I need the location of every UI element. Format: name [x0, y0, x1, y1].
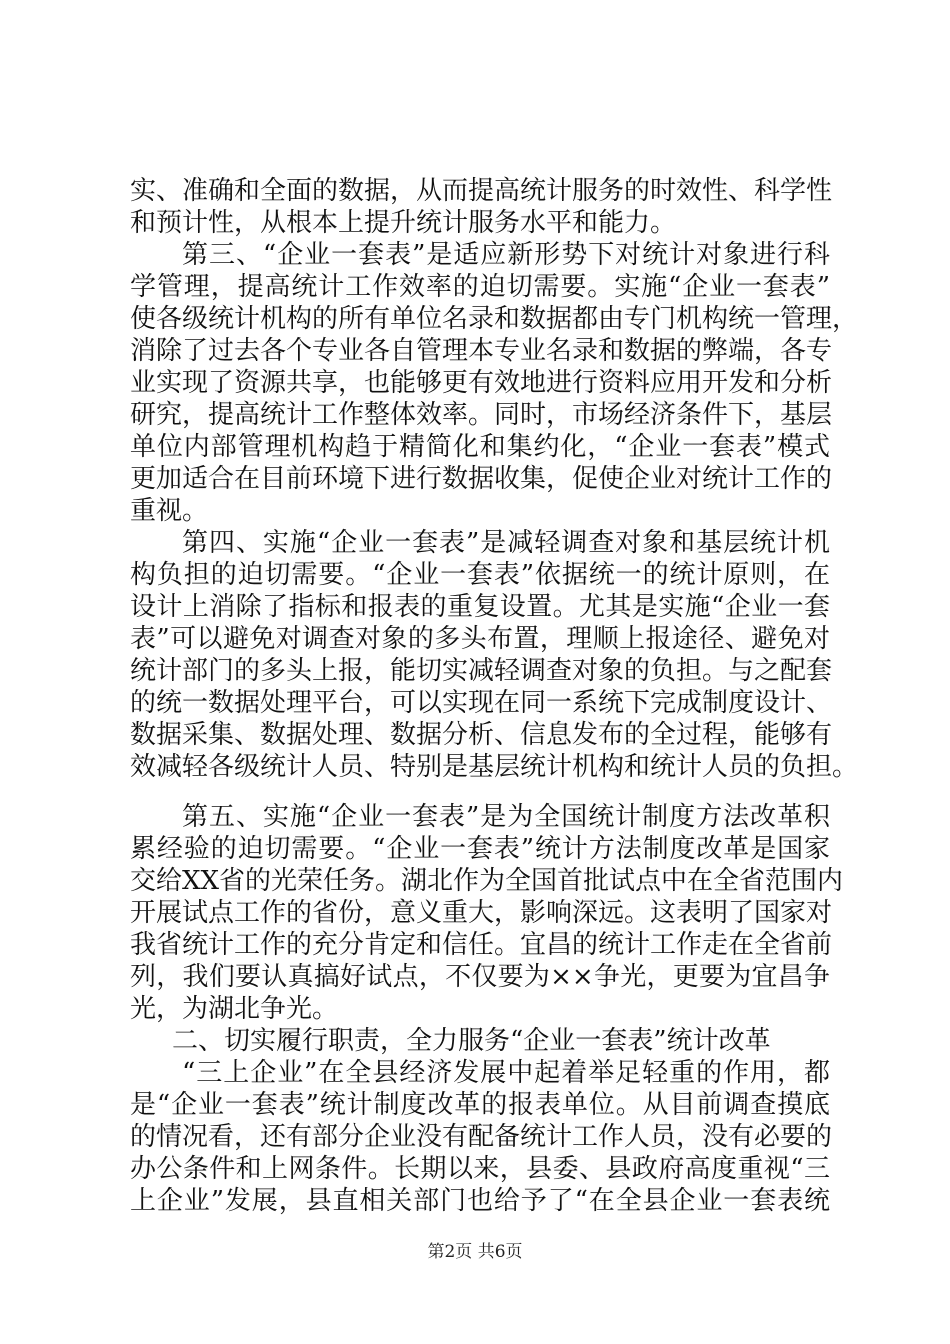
text-line: 重视。: [130, 496, 209, 526]
text-line: 列，我们要认真搞好试点，不仅要为××争光，更要为宜昌争: [130, 962, 830, 992]
text-line: 单位内部管理机构趋于精简化和集约化，“企业一套表”模式: [130, 432, 830, 462]
text-line: 光，为湖北争光。: [130, 994, 339, 1024]
text-line: 是“企业一套表”统计制度改革的报表单位。从目前调查摸底: [130, 1090, 830, 1120]
text-line: 的情况看，还有部分企业没有配备统计工作人员，没有必要的: [130, 1122, 833, 1152]
text-line: 更加适合在目前环境下进行数据收集，促使企业对统计工作的: [130, 464, 833, 494]
text-line: 第五、实施“企业一套表”是为全国统计制度方法改革积: [182, 802, 830, 832]
text-line: 交给XX省的光荣任务。湖北作为全国首批试点中在全省范围内: [130, 866, 844, 896]
text-line: 消除了过去各个专业各自管理本专业名录和数据的弊端，各专: [130, 336, 833, 366]
text-line: 累经验的迫切需要。“企业一套表”统计方法制度改革是国家: [130, 834, 830, 864]
text-line: 研究，提高统计工作整体效率。同时，市场经济条件下，基层: [130, 400, 833, 430]
text-line: 数据采集、数据处理、数据分析、信息发布的全过程，能够有: [130, 720, 833, 750]
text-line: 第四、实施“企业一套表”是减轻调查对象和基层统计机: [182, 528, 830, 558]
text-line: 构负担的迫切需要。“企业一套表”依据统一的统计原则，在: [130, 560, 830, 590]
section-heading: 二、切实履行职责，全力服务“企业一套表”统计改革: [172, 1026, 771, 1056]
text-line: 统计部门的多头上报，能切实减轻调查对象的负担。与之配套: [130, 656, 833, 686]
text-line: 我省统计工作的充分肯定和信任。宜昌的统计工作走在全省前: [130, 930, 833, 960]
text-line: 使各级统计机构的所有单位名录和数据都由专门机构统一管理，: [130, 304, 859, 334]
text-line: 学管理，提高统计工作效率的迫切需要。实施“企业一套表”: [130, 272, 830, 302]
text-line: 开展试点工作的省份，意义重大，影响深远。这表明了国家对: [130, 898, 833, 928]
text-line: 的统一数据处理平台，可以实现在同一系统下完成制度设计、: [130, 688, 833, 718]
text-line: “三上企业”在全县经济发展中起着举足轻重的作用，都: [182, 1058, 830, 1088]
text-line: 办公条件和上网条件。长期以来，县委、县政府高度重视“三: [130, 1154, 830, 1184]
text-line: 实、准确和全面的数据，从而提高统计服务的时效性、科学性: [130, 176, 833, 206]
text-line: 业实现了资源共享，也能够更有效地进行资料应用开发和分析: [130, 368, 833, 398]
page-number-footer: 第2页 共6页: [427, 1242, 523, 1262]
text-line: 第三、“企业一套表”是适应新形势下对统计对象进行科: [182, 240, 830, 270]
text-line: 表”可以避免对调查对象的多头布置，理顺上报途径、避免对: [130, 624, 830, 654]
text-line: 设计上消除了指标和报表的重复设置。尤其是实施“企业一套: [130, 592, 830, 622]
text-line: 和预计性，从根本上提升统计服务水平和能力。: [130, 208, 677, 238]
text-line: 效减轻各级统计人员、特别是基层统计机构和统计人员的负担。: [130, 752, 859, 782]
text-line: 上企业”发展，县直相关部门也给予了“在全县企业一套表统: [130, 1186, 830, 1216]
